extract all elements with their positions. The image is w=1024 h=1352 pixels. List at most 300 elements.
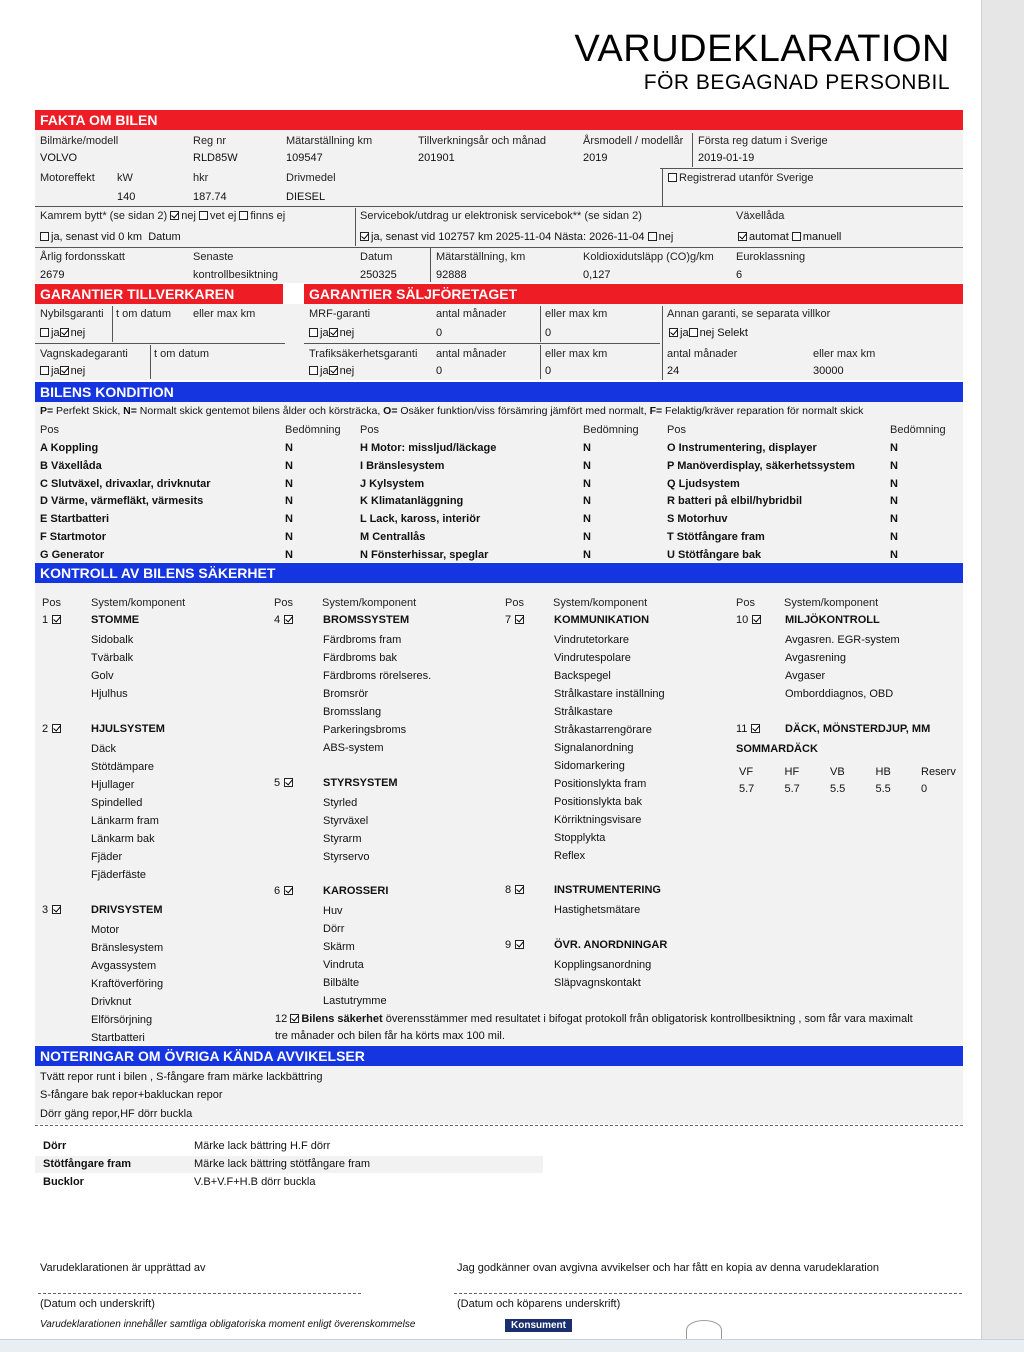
tire-depth: 5.5 <box>875 783 891 795</box>
label-vagnskadegaranti: Vagnskadegaranti <box>40 348 128 360</box>
group-checkbox[interactable] <box>515 940 524 949</box>
component-item: Avgassystem <box>91 960 157 972</box>
label-eller-max-km: eller max km <box>193 308 256 320</box>
section-garantier-saljforetaget: GARANTIER SÄLJFÖRETAGET <box>304 284 963 304</box>
label-tillverkning: Tillverkningsår och månad <box>418 135 546 147</box>
condition-item: H Motor: missljud/läckage <box>360 442 497 454</box>
label-pos: Pos <box>274 597 293 609</box>
group-number <box>42 904 63 916</box>
footer-left-label: Varudeklarationen är upprättad av <box>40 1262 206 1274</box>
group-checkbox[interactable] <box>284 886 293 895</box>
component-item: Bilbälte <box>323 977 360 989</box>
component-item: Strålkastare <box>554 706 613 718</box>
vagnskade-choice <box>40 365 85 377</box>
condition-item: M Centrallås <box>360 531 426 543</box>
checkbox-nej[interactable] <box>60 366 69 375</box>
label-servicebok-nej: nej <box>658 231 674 243</box>
value-arsmodell: 2019 <box>583 152 608 164</box>
condition-item: N Fönsterhissar, speglar <box>360 548 489 561</box>
section-garantier-tillverkaren: GARANTIER TILLVERKAREN <box>35 284 283 304</box>
condition-item: K Klimatanläggning <box>360 495 464 508</box>
tire-position: VB <box>830 766 845 778</box>
divider <box>304 343 660 344</box>
table-value: V.B+V.F+H.B dörr buckla <box>194 1176 316 1188</box>
divider <box>112 306 113 342</box>
checkbox-p12[interactable] <box>290 1014 299 1023</box>
condition-item: S Motorhuv <box>667 513 728 526</box>
checkbox-ja[interactable] <box>669 328 678 337</box>
component-item: Länkarm fram <box>91 815 159 827</box>
label-ja: ja <box>51 327 60 339</box>
checkbox-ja[interactable] <box>40 328 49 337</box>
divider <box>35 206 963 207</box>
section-kondition: BILENS KONDITION <box>35 382 963 402</box>
footer-right-label: Jag godkänner ovan avgivna avvikelser och har fått en kopia av denna varudeklaration <box>457 1262 879 1274</box>
legend-n: N= <box>123 405 137 417</box>
label-datum: Datum <box>148 231 181 243</box>
component-item: Signalanordning <box>554 742 634 754</box>
component-item: Avgasrening <box>785 652 846 664</box>
label-euro: Euroklassning <box>736 251 806 263</box>
checkbox[interactable] <box>668 173 677 182</box>
label-servicebok: Servicebok/utdrag ur elektronisk servicebok** (se sidan 2) <box>360 210 642 222</box>
label-antal-manader: antal månader <box>436 348 507 360</box>
condition-rating: N <box>890 459 898 472</box>
label-antal-manader: antal månader <box>436 308 507 320</box>
value-mrf-km: 0 <box>545 327 552 339</box>
tire-depth: 5.7 <box>739 783 755 795</box>
label-pos: Pos <box>667 424 686 436</box>
label-eller-max-km: eller max km <box>545 308 608 320</box>
value-kw: 140 <box>117 191 136 203</box>
condition-item: F Startmotor <box>40 531 106 543</box>
condition-rating: N <box>583 442 591 454</box>
component-item: Bromsrör <box>323 688 369 700</box>
p12-bold: Bilens säkerhet <box>301 1013 383 1025</box>
value-hkr: 187.74 <box>193 191 227 203</box>
group-title: DÄCK, MÖNSTERDJUP, MM <box>785 723 931 735</box>
label-ja: ja <box>680 327 689 339</box>
component-item: Bränslesystem <box>91 942 164 954</box>
group-number-text: 6 <box>274 885 281 897</box>
vaxellada-row <box>738 231 841 243</box>
checkbox-kamrem-vet-ej[interactable] <box>199 211 208 220</box>
label-ja: ja <box>320 327 329 339</box>
legend-o: O= <box>383 405 398 417</box>
tire-depth: 0 <box>921 783 928 795</box>
legend-p-text: Perfekt Skick, <box>53 405 124 417</box>
value-datum: 250325 <box>360 269 397 281</box>
table-key: Dörr <box>43 1140 67 1152</box>
checkbox-automat[interactable] <box>738 232 747 241</box>
condition-item: L Lack, kaross, interiör <box>360 513 481 526</box>
condition-rating: N <box>890 495 898 508</box>
checkbox-manuell[interactable] <box>792 232 801 241</box>
note-line: Tvätt repor runt i bilen , S-fångare fram märke lackbättring <box>40 1071 323 1083</box>
component-item: Parkeringsbroms <box>323 724 407 736</box>
divider <box>150 345 151 379</box>
divider <box>35 343 285 344</box>
component-item: Styrarm <box>323 833 362 845</box>
label-vet-ej: vet ej <box>209 210 237 222</box>
group-checkbox[interactable] <box>284 615 293 624</box>
condition-rating: N <box>285 477 293 490</box>
component-item: Motor <box>91 924 120 936</box>
group-title: BROMSSYSTEM <box>323 614 410 626</box>
value-bilmarke: VOLVO <box>40 152 78 164</box>
condition-item: G Generator <box>40 548 105 561</box>
divider <box>662 168 663 206</box>
footer-left-sign: (Datum och underskrift) <box>40 1298 155 1310</box>
p12-text: överensstämmer med resultatet i bifogat protokoll från obligatorisk kontrollbesiktning , som får vara maximalt <box>382 1013 913 1025</box>
component-item: Kraftöverföring <box>91 978 164 990</box>
component-item: Huv <box>323 905 343 917</box>
tire-position: HF <box>784 766 800 778</box>
value-matar: 92888 <box>436 269 467 281</box>
component-item: Lastutrymme <box>323 995 387 1007</box>
group-number <box>505 884 526 896</box>
checkbox-servicebok-nej[interactable] <box>648 232 657 241</box>
condition-rating: N <box>890 513 898 526</box>
group-title: STYRSYSTEM <box>323 777 398 789</box>
label-bedomning: Bedömning <box>890 424 946 436</box>
condition-rating: N <box>285 548 293 561</box>
component-item: Positionslykta bak <box>554 796 643 808</box>
label-system: System/komponent <box>784 597 879 609</box>
label-kw: kW <box>117 172 133 184</box>
label-bilmarke: Bilmärke/modell <box>40 135 119 147</box>
tire-position: VF <box>739 766 754 778</box>
divider <box>540 345 541 379</box>
label-nej: nej <box>181 210 196 222</box>
label-nej-selekt: nej Selekt <box>699 327 748 339</box>
value-euro: 6 <box>736 269 743 281</box>
label-eller-max-km: eller max km <box>813 348 876 360</box>
servicebok-row <box>360 231 673 243</box>
group-title: ÖVR. ANORDNINGAR <box>554 939 668 951</box>
label-forsta-reg: Första reg datum i Sverige <box>698 135 828 147</box>
label-pos: Pos <box>736 597 755 609</box>
component-item: Färdbroms fram <box>323 634 402 646</box>
component-item: Backspegel <box>554 670 611 682</box>
condition-rating: N <box>285 495 293 508</box>
group-checkbox[interactable] <box>752 615 761 624</box>
label-matar: Mätarställning, km <box>436 251 526 263</box>
group-number-text: 7 <box>505 614 512 626</box>
component-item: Färdbroms bak <box>323 652 397 664</box>
condition-item: A Koppling <box>40 442 99 454</box>
condition-item: I Bränslesystem <box>360 459 445 472</box>
value-fordonsskatt: 2679 <box>40 269 65 281</box>
checkbox-servicebok-ja[interactable] <box>360 232 369 241</box>
section-kontroll: KONTROLL AV BILENS SÄKERHET <box>35 563 963 583</box>
checkbox-kamrem-ja[interactable] <box>40 232 49 241</box>
group-title: HJULSYSTEM <box>91 723 165 735</box>
label-nej: nej <box>70 365 86 377</box>
checkbox-nej[interactable] <box>60 328 69 337</box>
document-subtitle: FÖR BEGAGNAD PERSONBIL <box>643 71 950 94</box>
side-panel <box>981 0 1024 1352</box>
group-number-text: 5 <box>274 777 281 789</box>
component-item: Reflex <box>554 850 586 862</box>
condition-rating: N <box>583 548 591 561</box>
divider <box>662 306 663 380</box>
label-kontrollbesiktning: kontrollbesiktning <box>193 269 278 281</box>
label-regnr: Reg nr <box>193 135 227 147</box>
section-noteringar: NOTERINGAR OM ÖVRIGA KÄNDA AVVIKELSER <box>35 1046 963 1066</box>
value-tillverkning: 201901 <box>418 152 455 164</box>
label-motoreffekt: Motoreffekt <box>40 172 95 184</box>
condition-item: E Startbatteri <box>40 513 110 526</box>
label-system: System/komponent <box>553 597 648 609</box>
group-title: DRIVSYSTEM <box>91 904 163 916</box>
condition-rating: N <box>583 459 591 472</box>
divider <box>430 248 431 282</box>
label-automat: automat <box>749 231 789 243</box>
label-drivmedel: Drivmedel <box>286 172 336 184</box>
condition-rating: N <box>890 477 898 490</box>
component-item: Fjäder <box>91 851 123 863</box>
trafik-choice <box>309 365 354 377</box>
checkbox-kamrem-nej[interactable] <box>170 211 179 220</box>
bottom-strip <box>0 1339 1024 1352</box>
condition-item: R batteri på elbil/hybridbil <box>667 495 803 508</box>
group-title: INSTRUMENTERING <box>554 884 661 896</box>
component-item: Avgasren. EGR-system <box>785 634 900 646</box>
label-pos: Pos <box>42 597 61 609</box>
label-mrf-garanti: MRF-garanti <box>309 308 371 320</box>
tire-depth: 5.7 <box>784 783 800 795</box>
annan-choice <box>669 327 748 339</box>
component-item: Släpvagnskontakt <box>554 977 641 989</box>
label-tom-datum: t om datum <box>154 348 210 360</box>
group-number-text: 1 <box>42 614 49 626</box>
value-annan-manader: 24 <box>667 365 680 377</box>
label-system: System/komponent <box>322 597 417 609</box>
section-fakta: FAKTA OM BILEN <box>35 110 963 130</box>
divider <box>660 168 963 169</box>
group-number-text: 2 <box>42 723 49 735</box>
label-kamrem-ja: ja, senast vid 0 km <box>51 231 143 243</box>
component-item: Styrled <box>323 797 358 809</box>
condition-rating: N <box>285 459 293 472</box>
component-item: Hjullager <box>91 779 135 791</box>
component-item: Omborddiagnos, OBD <box>785 688 894 700</box>
group-number <box>42 614 63 626</box>
group-number <box>42 723 63 735</box>
konsument-logo: Konsument <box>505 1319 572 1332</box>
component-item: Körriktningsvisare <box>554 814 642 826</box>
legend-n-text: Normalt skick gentemot bilens ålder och körsträcka, <box>136 405 384 417</box>
condition-rating: N <box>890 548 898 561</box>
component-item: Avgaser <box>785 670 826 682</box>
group-number-text: 11 <box>736 723 748 735</box>
checkbox-ja[interactable] <box>309 328 318 337</box>
document-title: VARUDEKLARATION <box>574 28 950 70</box>
condition-rating: N <box>583 477 591 490</box>
table-key: Bucklor <box>43 1176 84 1188</box>
condition-item: D Värme, värmefläkt, värmesits <box>40 495 204 508</box>
footer-note: Varudeklarationen innehåller samtliga obligatoriska moment enligt överenskommelse <box>40 1319 416 1330</box>
nybil-choice <box>40 327 85 339</box>
label-annan-garanti: Annan garanti, se separata villkor <box>667 308 831 320</box>
label-tom-datum: t om datum <box>116 308 172 320</box>
p12-text-2: tre månader och bilen får ha körts max 100 mil. <box>275 1030 505 1042</box>
p12-number: 12 <box>275 1013 288 1025</box>
label-sommardack: SOMMARDÄCK <box>736 743 818 755</box>
label-ja: ja <box>51 365 60 377</box>
mrf-choice <box>309 327 354 339</box>
label-eller-max-km: eller max km <box>545 348 608 360</box>
component-item: Spindelled <box>91 797 143 809</box>
value-annan-km: 30000 <box>813 365 844 377</box>
tire-position: Reserv <box>921 766 956 778</box>
group-checkbox[interactable] <box>751 724 760 733</box>
legend-f: F= <box>649 405 663 417</box>
checkbox-ja[interactable] <box>40 366 49 375</box>
checkbox-nej[interactable] <box>329 328 338 337</box>
checkbox-nej[interactable] <box>329 366 338 375</box>
label-antal-manader: antal månader <box>667 348 738 360</box>
component-item: Dörr <box>323 923 345 935</box>
footer-right-sign: (Datum och köparens underskrift) <box>457 1298 621 1310</box>
value-regnr: RLD85W <box>193 152 238 164</box>
component-item: Hjulhus <box>91 688 128 700</box>
component-item: Stötdämpare <box>91 761 154 773</box>
component-item: Golv <box>91 670 114 682</box>
tire-position: HB <box>875 766 891 778</box>
group-number <box>274 777 295 789</box>
label-fordonsskatt: Årlig fordonsskatt <box>40 251 125 263</box>
group-number <box>274 614 295 626</box>
condition-rating: N <box>583 531 591 543</box>
p12-row <box>275 1013 913 1025</box>
component-item: Drivknut <box>91 996 132 1008</box>
group-number-text: 8 <box>505 884 512 896</box>
label-nej: nej <box>339 365 355 377</box>
checkbox-ja[interactable] <box>309 366 318 375</box>
value-drivmedel: DIESEL <box>286 191 326 203</box>
label-reg-utanfor: Registrerad utanför Sverige <box>679 172 814 184</box>
component-item: Styrservo <box>323 851 370 863</box>
label-nej: nej <box>339 327 355 339</box>
condition-rating: N <box>285 531 293 543</box>
component-item: Vindrutetorkare <box>554 634 630 646</box>
divider <box>355 208 356 246</box>
component-item: Stopplykta <box>554 832 606 844</box>
component-item: Bromsslang <box>323 706 382 718</box>
label-bedomning: Bedömning <box>285 424 341 436</box>
group-title: MILJÖKONTROLL <box>785 614 880 626</box>
condition-item: U Stötfångare bak <box>667 548 762 561</box>
label-hkr: hkr <box>193 172 209 184</box>
component-item: Skärm <box>323 941 355 953</box>
signature-line-right[interactable] <box>454 1293 962 1294</box>
seal-icon <box>686 1320 722 1340</box>
group-title: STOMME <box>91 614 140 626</box>
checkbox-kamrem-finns-ej[interactable] <box>239 211 248 220</box>
label-matarstallning: Mätarställning km <box>286 135 373 147</box>
condition-rating: N <box>583 513 591 526</box>
component-item: Stråkastarrengörare <box>554 724 652 736</box>
label-pos: Pos <box>40 424 59 436</box>
label-servicebok-ja: ja, senast vid 102757 km 2025-11-04 Nästa: 2026-11-04 <box>371 231 645 243</box>
group-number <box>505 614 526 626</box>
component-item: Vindrutespolare <box>554 652 631 664</box>
group-title: KAROSSERI <box>323 885 389 897</box>
group-number <box>274 885 295 897</box>
table-value: Märke lack bättring stötfångare fram <box>194 1158 371 1170</box>
reg-utanfor-sverige[interactable] <box>668 172 814 184</box>
legend-f-text: Felaktig/kräver reparation för normalt skick <box>662 405 864 417</box>
group-checkbox[interactable] <box>284 778 293 787</box>
legend-o-text: Osäker funktion/viss försämring jämfört med normalt, <box>397 405 650 417</box>
checkbox-nej[interactable] <box>689 328 698 337</box>
label-pos: Pos <box>360 424 379 436</box>
condition-item: C Slutväxel, drivaxlar, drivknutar <box>40 477 211 490</box>
component-item: Hastighetsmätare <box>554 904 641 916</box>
group-number <box>505 939 526 951</box>
component-item: Positionslykta fram <box>554 778 647 790</box>
condition-rating: N <box>890 531 898 543</box>
component-item: Kopplingsanordning <box>554 959 652 971</box>
component-item: Länkarm bak <box>91 833 155 845</box>
component-item: Fjäderfäste <box>91 869 147 881</box>
note-line: S-fångare bak repor+bakluckan repor <box>40 1089 223 1101</box>
group-title: KOMMUNIKATION <box>554 614 650 626</box>
group-checkbox[interactable] <box>515 615 524 624</box>
table-key: Stötfångare fram <box>43 1158 132 1170</box>
condition-item: Q Ljudsystem <box>667 477 740 490</box>
label-senaste: Senaste <box>193 251 234 263</box>
group-number <box>736 614 763 626</box>
label-system: System/komponent <box>91 597 186 609</box>
condition-rating: N <box>890 442 898 454</box>
label-datum: Datum <box>360 251 393 263</box>
kondition-legend <box>40 405 863 417</box>
value-matarstallning: 109547 <box>286 152 323 164</box>
group-checkbox[interactable] <box>52 724 61 733</box>
signature-line-left[interactable] <box>38 1293 361 1294</box>
group-checkbox[interactable] <box>52 905 61 914</box>
component-item: Däck <box>91 743 117 755</box>
label-finns-ej: finns ej <box>250 210 286 222</box>
group-checkbox[interactable] <box>52 615 61 624</box>
value-mrf-manader: 0 <box>436 327 443 339</box>
condition-item: B Växellåda <box>40 459 102 472</box>
divider <box>692 133 693 167</box>
label-bedomning: Bedömning <box>583 424 639 436</box>
label-arsmodell: Årsmodell / modellår <box>583 135 684 147</box>
component-item: ABS-system <box>323 742 384 754</box>
label-manuell: manuell <box>802 231 842 243</box>
group-number-text: 10 <box>736 614 749 626</box>
value-forsta-reg: 2019-01-19 <box>698 152 755 164</box>
label-trafiksakerhetsgaranti: Trafiksäkerhetsgaranti <box>309 348 418 360</box>
divider <box>35 247 963 248</box>
label-pos: Pos <box>505 597 524 609</box>
group-checkbox[interactable] <box>515 885 524 894</box>
condition-item: P Manöverdisplay, säkerhetssystem <box>667 459 855 472</box>
component-item: Elförsörjning <box>91 1014 153 1026</box>
component-item: Styrväxel <box>323 815 369 827</box>
condition-rating: N <box>583 495 591 508</box>
component-item: Färdbroms rörelseres. <box>323 670 432 682</box>
condition-rating: N <box>285 513 293 526</box>
component-item: Tvärbalk <box>91 652 134 664</box>
value-trafik-km: 0 <box>545 365 552 377</box>
condition-rating: N <box>285 442 293 454</box>
